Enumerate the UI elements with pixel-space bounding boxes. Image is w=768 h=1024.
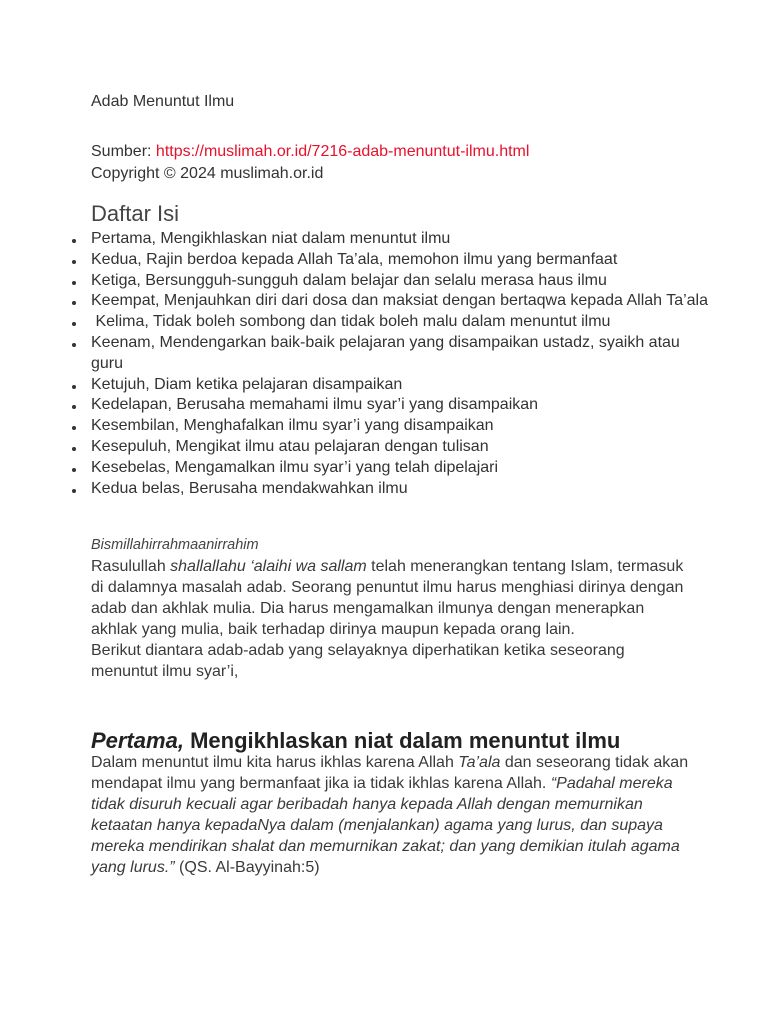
toc-item[interactable]: Kesembilan, Menghafalkan ilmu syar’i yang disampaikan	[72, 416, 712, 437]
quran-quote: “Padahal mereka tidak disuruh kecuali agar beribadah hanya kepada Allah dengan memurnikan ketaatan hanya kepadaNya dalam (menjalankan) agama yang lurus, dan supaya mereka mendirikan shalat dan memurnikan zakat; dan yang demikian itulah agama yang lurus.”	[91, 775, 680, 876]
copyright-line: Copyright © 2024 muslimah.or.id	[91, 165, 324, 182]
toc-item[interactable]: Kesepuluh, Mengikat ilmu atau pelajaran dengan tulisan	[72, 437, 712, 458]
source-line	[91, 141, 529, 163]
section-paragraph: Dalam menuntut ilmu kita harus ikhlas karena Allah Ta’ala dan seseorang tidak akan mendapat ilmu yang bermanfaat jika ia tidak ikhlas karena Allah. “Padahal mereka tidak disuruh kecuali agar beribadah hanya kepada Allah dengan memurnikan ketaatan hanya kepadaNya dalam (menjalankan) agama yang lurus, dan supaya mereka mendirikan shalat dan memurnikan zakat; dan yang demikian itulah agama yang lurus.” (QS. Al-Bayyinah:5)	[91, 754, 689, 876]
toc-list	[72, 229, 712, 499]
toc-item[interactable]: Kesebelas, Mengamalkan ilmu syar’i yang telah dipelajari	[72, 458, 712, 479]
toc-item[interactable]: Keenam, Mendengarkan baik-baik pelajaran yang disampaikan ustadz, syaikh atau guru	[72, 333, 712, 375]
toc-heading: Daftar Isi	[91, 201, 180, 226]
section-heading: Pertama, Mengikhlaskan niat dalam menuntut ilmu	[91, 728, 621, 753]
intro-paragraph: Berikut diantara adab-adab yang selayaknya diperhatikan ketika seseorang menuntut ilmu syar’i,	[91, 642, 625, 680]
toc-item[interactable]: Keempat, Menjauhkan diri dari dosa dan maksiat dengan bertaqwa kepada Allah Ta’ala	[72, 291, 712, 312]
intro-paragraph: Rasulullah shallallahu ‘alaihi wa sallam telah menerangkan tentang Islam, termasuk di dalamnya masalah adab. Seorang penuntut ilmu harus menghiasi dirinya dengan adab dan akhlak mulia. Dia harus mengamalkan ilmunya dengan menerapkan akhlak yang mulia, baik terhadap dirinya maupun kepada orang lain.	[91, 558, 684, 638]
toc-item[interactable]: Ketujuh, Diam ketika pelajaran disampaikan	[72, 375, 712, 396]
source-block	[91, 141, 529, 185]
toc-item[interactable]: Kelima, Tidak boleh sombong dan tidak boleh malu dalam menuntut ilmu	[72, 312, 712, 333]
source-label: Sumber:	[91, 143, 156, 160]
toc-item[interactable]: Kedua belas, Berusaha mendakwahkan ilmu	[72, 479, 712, 500]
toc-item[interactable]: Kedua, Rajin berdoa kepada Allah Ta’ala, memohon ilmu yang bermanfaat	[72, 250, 712, 271]
toc-item[interactable]: Ketiga, Bersungguh-sungguh dalam belajar dan selalu merasa haus ilmu	[72, 271, 712, 292]
source-link[interactable]: https://muslimah.or.id/7216-adab-menuntut-ilmu.html	[155, 143, 530, 160]
intro-block	[91, 535, 691, 682]
bismillah-line: Bismillahirrahmaanirrahim	[91, 537, 259, 553]
toc-item[interactable]: Pertama, Mengikhlaskan niat dalam menuntut ilmu	[72, 229, 712, 250]
toc-item[interactable]: Kedelapan, Berusaha memahami ilmu syar’i yang disampaikan	[72, 395, 712, 416]
document-title: Adab Menuntut Ilmu	[91, 93, 235, 110]
